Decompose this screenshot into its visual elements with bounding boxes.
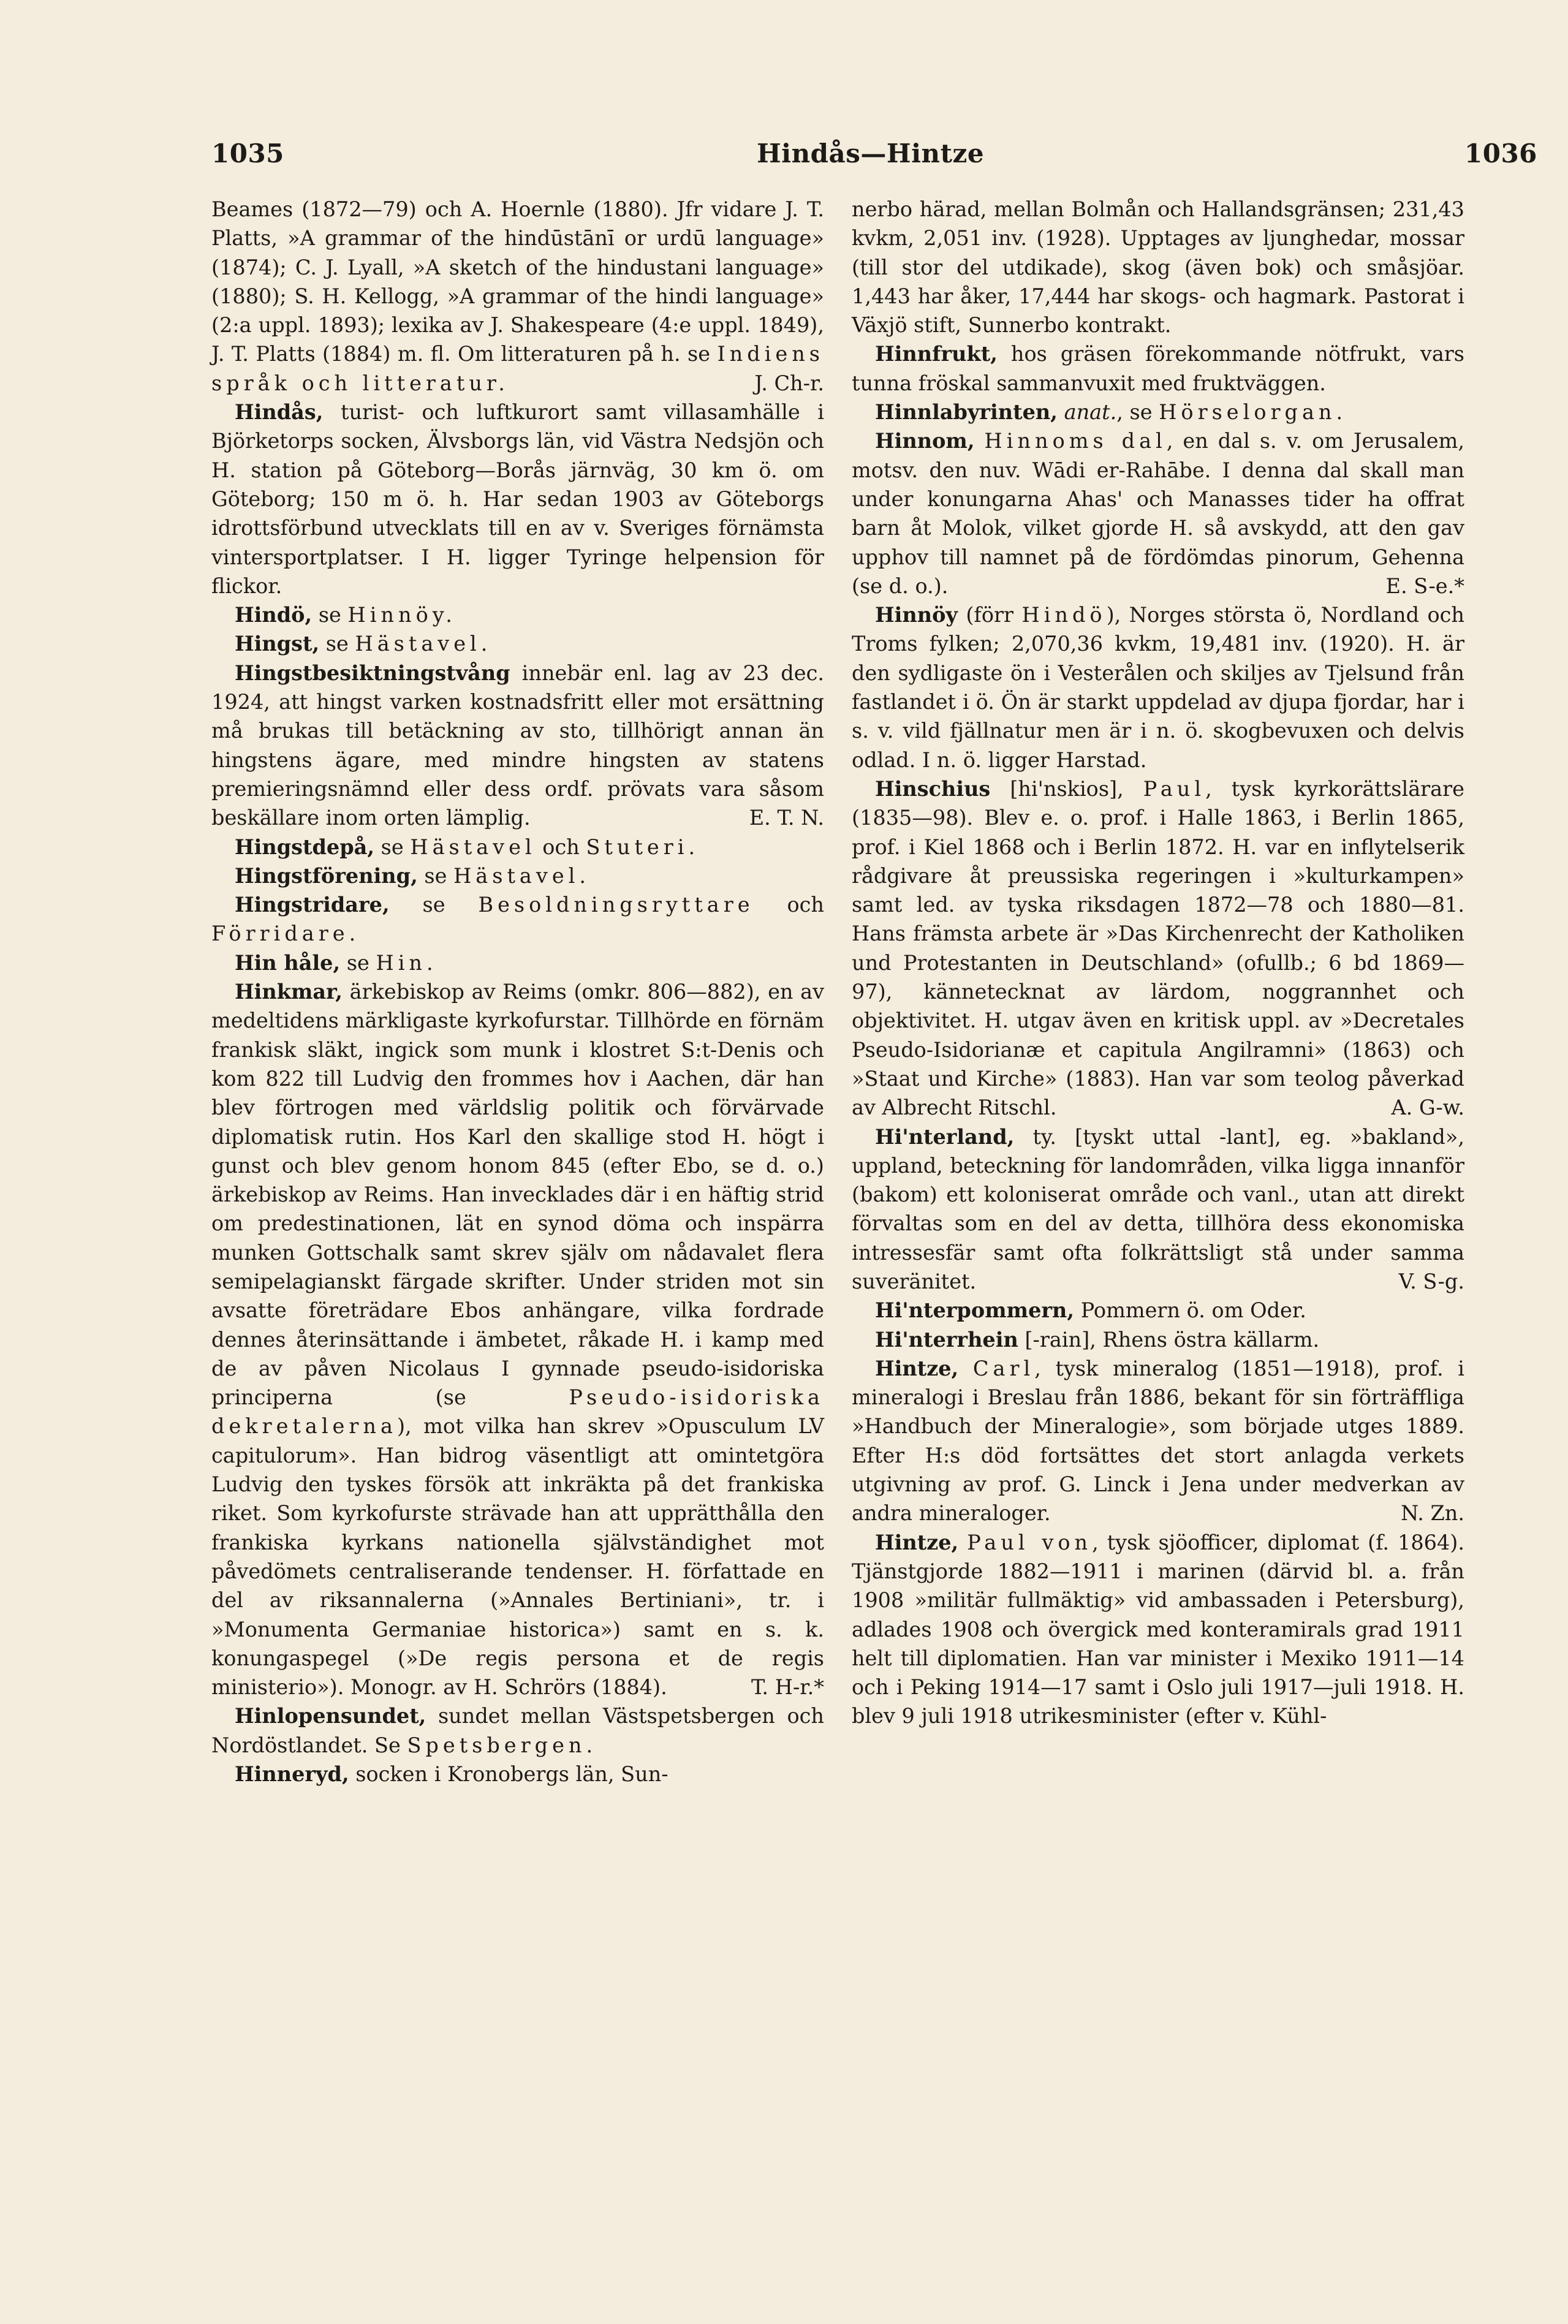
entry-hinnoy <box>852 600 1464 774</box>
entry-headword: Hingstridare, <box>235 893 390 917</box>
entry-hingst <box>211 629 824 658</box>
entry-text: Pommern ö. om Oder. <box>1074 1298 1306 1323</box>
entry-text: anat. <box>1057 400 1117 425</box>
entry-hinschius <box>852 774 1464 1122</box>
entry-text: och <box>536 835 586 859</box>
entry-text: se <box>340 950 376 975</box>
entry-hinterland <box>852 1122 1464 1296</box>
entry-text: , se <box>1116 400 1159 425</box>
entry-text: , tysk mineralog (1851—1918), prof. i mineralogi i Breslau från 1886, bekant för sin förträffliga »Handbuch der Mineralogie», som började utges 1889. Efter H:s död fortsättes det stort anlagda verkets utgivning av prof. G. Linck i Jena under medverkan av andra mineraloger. <box>852 1356 1464 1526</box>
entry-text: Hästavel. <box>453 863 591 888</box>
entry-hinterrhein <box>852 1325 1464 1354</box>
entry-text: , tysk kyrkorättslärare (1835—98). Blev e. o. prof. i Halle 1863, i Berlin 1865, prof. i Kiel 1868 och i Berlin 1872. H. var en inflytelserik rådgivare åt preussiska regeringen i »kulturkampen» samt led. av tyska riksdagen 1872—78 och 1880—81. Hans främsta arbete är »Das Kirchenrecht der Katholiken und Protestanten in Deutschland» (ofullb.; 6 bd 1869—97), kännetecknat av lärdom, noggrannhet och objektivitet. H. utgav även en kritisk uppl. av »Decretales Pseudo-Isidorianæ et capitula Angilramni» (1863) och »Staat und Kirche» (1883). Han var som teolog påverkad av Albrecht Ritschl. <box>852 776 1464 1120</box>
entry-headword: Hingstbesiktningstvång <box>235 660 510 685</box>
entry-hingstdepa <box>211 833 824 861</box>
author-signature: A. G-w. <box>1391 1096 1464 1120</box>
left-page-number: 1035 <box>211 138 284 168</box>
entry-text: Hindö <box>1021 603 1107 627</box>
entry-text: ty. [tyskt uttal -lant], eg. »bakland», uppland, beteckning för landområden, vilka ligga innanför (bakom) ett koloniserat område och vanl., utan att direkt förvaltas som en del av detta, tillhöra dess ekonomiska intressesfär samt ofta folkrättsligt stå under samma suveränitet. <box>852 1124 1464 1293</box>
entry-text: Beames (1872—79) och A. Hoernle (1880). Jfr vidare J. T. Platts, »A grammar of the hindūstānī or urdū language» (1874); C. J. Lyall, »A sketch of the hindustani language» (1880); S. H. Kellogg, »A grammar of the hindi language» (2:a uppl. 1893); lexika av J. Shakespeare (4:e uppl. 1849), J. T. Platts (1884) m. fl. Om litteraturen på h. se <box>211 197 824 366</box>
entry-headword: Hinschius <box>875 776 991 801</box>
entry-headword: Hinnöy <box>875 603 958 627</box>
entry-hinkmar <box>211 977 824 1701</box>
entry-headword: Hinnlabyrinten, <box>875 400 1058 425</box>
entry-hingstridare <box>211 890 824 948</box>
entry-text: Hästavel. <box>355 632 492 656</box>
entry-text: se <box>319 632 355 656</box>
entry-text: innebär enl. lag av 23 dec. 1924, att hingst varken kostnadsfritt eller mot ersättning må brukas till betäckning av sto, tillhörigt annan än hingstens ägare, med mindre hingsten av statens premieringsnämnd eller dess ordf. prövats vara såsom beskällare inom orten lämplig. <box>211 660 824 830</box>
entry-hintze_carl <box>852 1354 1464 1528</box>
entry-text: Spetsbergen. <box>407 1733 597 1757</box>
entry-hinnom <box>852 426 1464 600</box>
entry-text: (förr <box>957 603 1022 627</box>
entry-headword: Hingstdepå, <box>235 835 375 859</box>
entry-hinneryd_start <box>211 1760 824 1788</box>
author-signature: J. Ch-r. <box>754 371 824 395</box>
entry-headword: Hinkmar, <box>235 980 343 1004</box>
entry-hinnfrukt <box>852 339 1464 398</box>
entry-text: Pseudo-isidoriska dekretalerna <box>211 1385 824 1439</box>
entry-hinneryd_cont <box>852 195 1464 339</box>
entry-text <box>958 1531 967 1554</box>
entry-text: Hin. <box>376 950 437 975</box>
entry-text: se <box>374 835 411 859</box>
entry-text: ), mot vilka han skrev »Opusculum LV capitulorum». Han bidrog väsentligt att omintetgöra Ludvig den tyskes försök att inkräkta på det frankiska riket. Som kyrkofurste strävade han att upprätthålla den frankiska kyrkans nationella självständighet mot påvedömets centraliserande tendenser. H. författade en del av riksannalerna (»Annales Bertiniani», tr. i »Monumenta Germaniae historica») samt en s. k. konungaspegel (»De regis persona et de regis ministerio»). Monogr. av H. Schrörs (1884). <box>211 1414 824 1700</box>
entry-hindo <box>211 600 824 629</box>
entry-headword: Hintze, <box>875 1356 959 1380</box>
entry-hinlopensundet <box>211 1701 824 1760</box>
entry-text: turist- och luftkurort samt villasamhälle i Björketorps socken, Älvsborgs län, vid Västra Nedsjön och H. station på Göteborg—Borås järnväg, 30 km ö. om Göteborg; 150 m ö. h. Har sedan 1903 av Göteborgs idrottsförbund utvecklats till en av v. Sveriges förnämsta vintersportplatser. I H. ligger Tyringe helpension för flickor. <box>211 400 824 598</box>
entry-text <box>975 429 985 453</box>
entry-hindas <box>211 398 824 600</box>
entry-headword: Hinlopensundet, <box>235 1704 426 1728</box>
author-signature: N. Zn. <box>1401 1501 1464 1526</box>
entry-text: se <box>417 863 454 888</box>
entry-text: Hinnoms dal <box>984 429 1167 453</box>
entry-text: Hinnöy. <box>347 603 456 627</box>
entry-hinhale <box>211 948 824 977</box>
entry-text: , tysk sjöofficer, diplomat (f. 1864). Tjänstgjorde 1882—1911 i marinen (därvid bl. a. från 1908 »militär fullmäktig» vid ambassaden i Petersburg), adlades 1908 och övergick med konteramirals grad 1911 helt till diplomatien. Han var minister i Mexiko 1911—14 och i Peking 1914—17 samt i Oslo juli 1917—juli 1918. H. blev 9 juli 1918 utrikesminister (efter v. Kühl- <box>852 1530 1464 1728</box>
entry-text: Hörselorgan. <box>1159 400 1347 425</box>
entry-text: Besoldningsryttare <box>478 893 754 917</box>
entry-text: se <box>389 893 479 917</box>
entry-text: nerbo härad, mellan Bolmån och Hallandsgränsen; 231,43 kvkm, 2,051 inv. (1928). Upptages av ljunghedar, mossar (till stor del utdikade), skog (även bok) och småsjöar. 1,443 har åker, 17,444 har skogs- och hagmark. Pastorat i Växjö stift, Sunnerbo kontrakt. <box>852 197 1464 338</box>
left-column <box>211 195 824 1788</box>
entry-headword: Hinneryd, <box>235 1762 349 1787</box>
entry-text <box>958 1357 973 1380</box>
entry-text: [hi'nskios], <box>990 776 1143 801</box>
entry-hinterpommern <box>852 1296 1464 1325</box>
entry-headword: Hi'nterrhein <box>875 1327 1018 1352</box>
entry-headword: Hi'nterpommern, <box>875 1298 1075 1323</box>
entry-text: Förridare. <box>211 922 360 946</box>
entry-text: Indiens språk och litteratur. <box>211 342 824 395</box>
entry-headword: Hin håle, <box>235 950 341 975</box>
entry-headword: Hingstförening, <box>235 863 418 888</box>
entry-text: sundet mellan Västspetsbergen och Nordöstlandet. Se <box>211 1704 824 1757</box>
entry-headword: Hindås, <box>235 400 324 425</box>
entry-text: [-rain], Rhens östra källarm. <box>1018 1327 1320 1352</box>
entry-text: ), Norges största ö, Nordland och Troms fylken; 2,070,36 kvkm, 19,481 inv. (1920). H. är den sydligaste ön i Vesterålen och skiljes av Tjelsund från fastlandet i ö. Ön är starkt uppdelad av djupa fjordar, har i s. v. vild fjällnatur men är i n. ö. skogbevuxen och delvis odlad. I n. ö. ligger Harstad. <box>852 603 1464 772</box>
entry-text: Paul von <box>967 1530 1093 1554</box>
entry-text: Stuteri. <box>586 835 700 859</box>
right-page-number: 1036 <box>1464 138 1537 168</box>
author-signature: E. S-e.* <box>1385 573 1464 598</box>
entry-text: se <box>312 603 348 627</box>
entry-text: , en dal s. v. om Jerusalem, motsv. den nuv. Wādi er-Rahābe. I denna dal skall man under konungarna Ahas' och Manasses tider ha offrat barn åt Molok, vilket gjorde H. så avskydd, att den gav upphov till namnet på de fördömdas pinorum, Gehenna (se d. o.). <box>852 429 1464 598</box>
running-title: Hindås—Hintze <box>757 138 985 168</box>
author-signature: T. H-r.* <box>751 1675 824 1700</box>
entry-headword: Hi'nterland, <box>875 1124 1015 1149</box>
entry-headword: Hintze, <box>875 1530 959 1554</box>
entry-text: och <box>754 893 824 917</box>
entry-headword: Hinnfrukt, <box>875 342 998 366</box>
entry-headword: Hinnom, <box>875 429 975 453</box>
entry-text: Carl <box>972 1356 1035 1380</box>
entry-text: Hästavel <box>410 835 536 859</box>
entry-headword: Hindö, <box>235 603 312 627</box>
entry-hinnlabyrinten <box>852 398 1464 426</box>
entry-beames_cont <box>211 195 824 398</box>
entry-text: Paul <box>1143 776 1206 801</box>
right-column <box>852 195 1464 1731</box>
entry-hingstbesiktning <box>211 659 824 833</box>
entry-text: hos gräsen förekommande nötfrukt, vars tunna fröskal sammanvuxit med fruktväggen. <box>852 342 1464 395</box>
entry-text: ärkebiskop av Reims (omkr. 806—882), en av medeltidens märkligaste kyrkofurstar. Tillhörde en förnäm frankisk släkt, ingick som munk i klostret S:t-Denis och kom 822 till Ludvig den frommes hov i Aachen, där han blev förtrogen med världslig politik och förvärvade diplomatisk rutin. Hos Karl den skallige stod H. högt i gunst och blev genom honom 845 (efter Ebo, se d. o.) ärkebiskop av Reims. Han invecklades där i en häftig strid om predestinationen, lät en synod döma och inspärra munken Gottschalk samt skrev själv om nådavalet flera semipelagianskt färgade skrifter. Under striden mot sin avsatte företrädare Ebos anhängare, vilka fordrade dennes återinsättande i ämbetet, råkade H. i kamp med de av påven Nicolaus I gynnade pseudo-isidoriska principerna (se <box>211 980 824 1410</box>
entry-text: socken i Kronobergs län, Sun- <box>349 1762 668 1787</box>
author-signature: V. S-g. <box>1398 1269 1464 1293</box>
entry-headword: Hingst, <box>235 632 320 656</box>
author-signature: E. T. N. <box>749 806 824 830</box>
entry-hintze_paul <box>852 1528 1464 1731</box>
entry-hingstforening <box>211 861 824 890</box>
